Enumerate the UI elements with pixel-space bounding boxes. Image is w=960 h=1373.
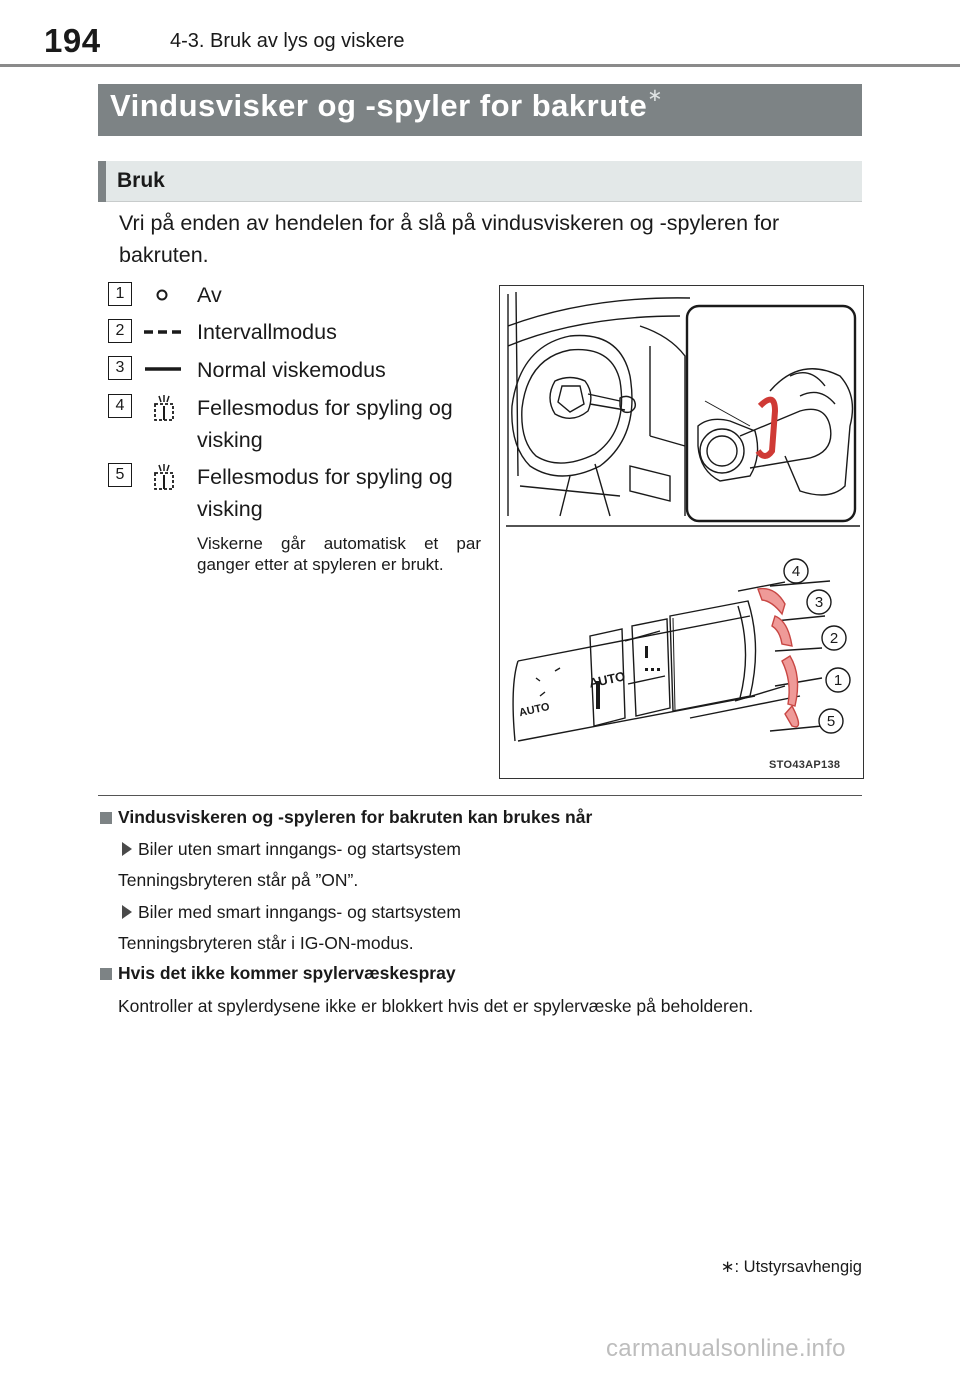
watermark: carmanualsonline.info	[606, 1335, 846, 1362]
page-title-text: Vindusvisker og -spyler for bakrute	[110, 88, 648, 123]
callout-1: 1	[833, 672, 843, 689]
washer-wiper-icon	[147, 461, 181, 495]
header-divider	[0, 64, 960, 67]
dashed-line-icon	[143, 322, 183, 342]
intro-text: Vri på enden av hendelen for å slå på vindusviskeren og -spyleren for bakruten.	[119, 211, 780, 267]
callout-5: 5	[826, 713, 836, 730]
mode-label: Intervallmodus	[197, 320, 337, 344]
note-heading: Hvis det ikke kommer spylervæskespray	[118, 963, 456, 983]
section-label: 4-3. Bruk av lys og viskere	[170, 30, 405, 52]
footnote-mark: ∗	[720, 1258, 735, 1276]
case-label: Biler uten smart inngangs- og startsystem	[138, 839, 461, 859]
arrow-bullet-icon	[122, 905, 132, 919]
mode-label: Fellesmodus for spyling og visking	[197, 465, 453, 521]
off-circle-icon	[150, 285, 174, 305]
mode-note: Viskerne går automatisk et par ganger etter at spyleren er brukt.	[197, 534, 481, 574]
page-title	[110, 84, 663, 124]
solid-line-icon	[143, 359, 183, 379]
wiper-lever-figure	[499, 285, 864, 779]
subheading-accent	[98, 161, 106, 202]
section-bullet	[100, 968, 112, 980]
callout-4: 4	[791, 563, 801, 580]
mode-label: Normal viskemodus	[197, 358, 386, 382]
case-text: Tenningsbryteren står i IG-ON-modus.	[118, 933, 414, 953]
case-label: Biler med smart inngangs- og startsystem	[138, 902, 461, 922]
subheading-bar	[98, 161, 862, 202]
wiper-lever-illustration	[500, 286, 863, 778]
callout-3: 3	[814, 594, 824, 611]
equipment-mark: ∗	[647, 84, 663, 105]
mode-number: 5	[108, 463, 132, 487]
mode-label: Av	[197, 283, 222, 307]
subheading: Bruk	[117, 169, 165, 192]
page-number: 194	[44, 22, 101, 59]
figure-code: STO43AP138	[769, 759, 841, 771]
note-heading: Vindusviskeren og -spyleren for bakruten kan brukes når	[118, 807, 593, 827]
footnote	[720, 1257, 862, 1277]
callout-2: 2	[829, 630, 839, 647]
note-text: Kontroller at spylerdysene ikke er blokkert hvis det er spylervæske på beholderen.	[118, 996, 754, 1016]
mode-number: 2	[108, 319, 132, 343]
arrow-bullet-icon	[122, 842, 132, 856]
lever-auto-label: AUTO	[517, 700, 551, 720]
mode-number: 3	[108, 356, 132, 380]
mode-label: Fellesmodus for spyling og visking	[197, 396, 453, 452]
mode-number: 1	[108, 282, 132, 306]
lever-auto-label: AUTO	[587, 668, 627, 691]
case-text: Tenningsbryteren står på ”ON”.	[118, 870, 359, 890]
section-bullet	[100, 812, 112, 824]
washer-wiper-icon	[147, 392, 181, 426]
section-divider	[98, 795, 862, 796]
mode-number: 4	[108, 394, 132, 418]
footnote-text: : Utstyrsavhengig	[734, 1258, 862, 1276]
